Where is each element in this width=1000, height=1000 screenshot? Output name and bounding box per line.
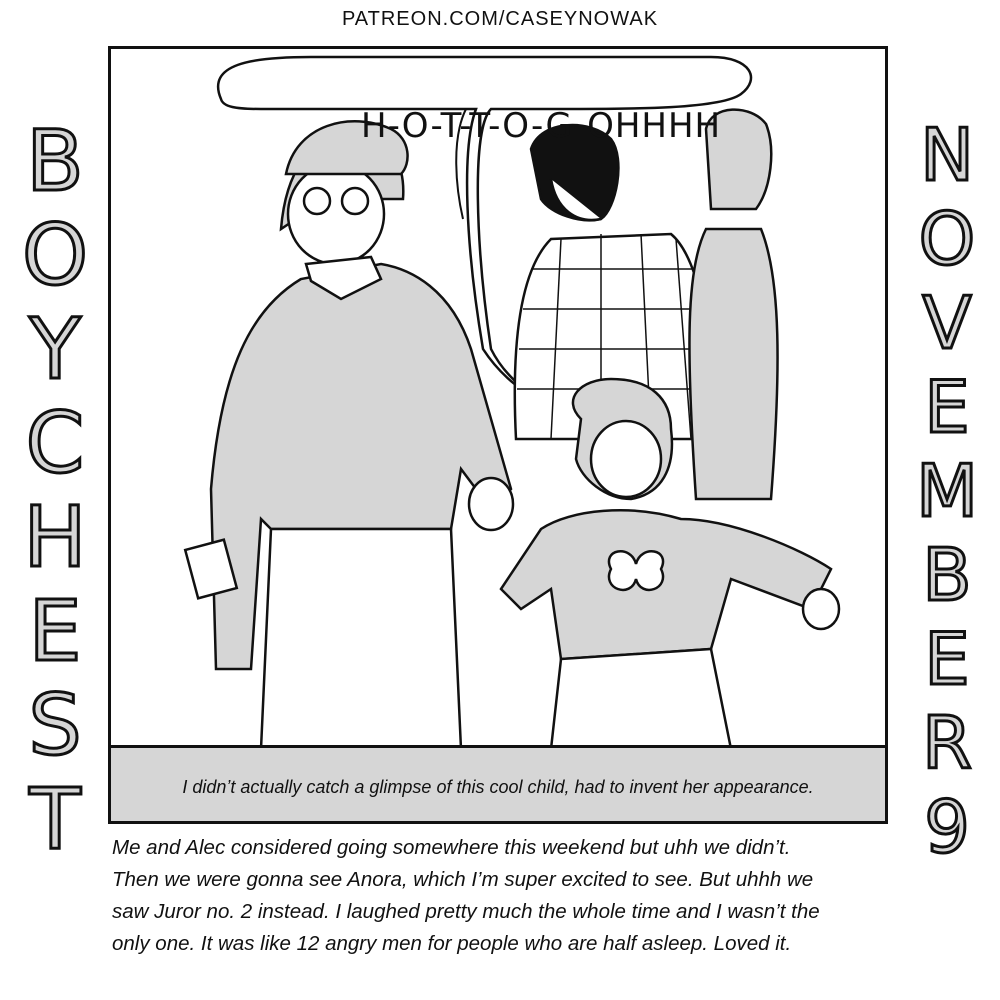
body-line: only one. It was like 12 angry men for people who are half asleep. Loved it. — [112, 932, 792, 955]
caption-text: I didn’t actually catch a glimpse of this cool child, had to invent her appearance. — [182, 776, 814, 797]
boy-chest-title — [10, 110, 100, 870]
comic-panel — [108, 46, 888, 824]
november-9-letter: R — [921, 701, 973, 785]
comic-illustration — [111, 49, 888, 749]
boy-chest-letter: S — [28, 676, 82, 774]
boy-chest-letter: B — [26, 112, 84, 210]
november-9-title — [902, 110, 992, 870]
november-9-letter: O — [918, 197, 976, 281]
patreon-url: PATREON.COM/CASEYNOWAK — [341, 8, 659, 30]
caption-box — [111, 745, 885, 824]
boy-chest-letter: Y — [29, 300, 81, 398]
november-9-letter: N — [920, 113, 974, 197]
november-9-letter: E — [924, 617, 970, 701]
november-9-letter: V — [922, 281, 972, 365]
body-line: Then we were gonna see Anora, which I’m super excited to see. But uhhh we — [112, 868, 814, 891]
man-on-right — [689, 110, 777, 499]
november-9-letter: E — [924, 365, 970, 449]
speech-text: H-O-T-T-O-G-OHHHH — [361, 106, 722, 146]
boy-chest-letter: T — [29, 770, 81, 868]
november-9-letter: B — [922, 533, 972, 617]
body-line: Me and Alec considered going somewhere this weekend but uhh we didn’t. — [112, 836, 791, 859]
november-9-letter: M — [915, 449, 979, 533]
body-line: saw Juror no. 2 instead. I laughed pretty much the whole time and I wasn’t the — [112, 900, 820, 923]
boy-chest-letter: H — [23, 488, 87, 586]
body-text — [112, 832, 892, 960]
boy-chest-letter: O — [21, 206, 89, 304]
boy-chest-letter: C — [25, 394, 85, 492]
boy-chest-letter: E — [28, 582, 82, 680]
november-9-letter: 9 — [924, 785, 970, 869]
